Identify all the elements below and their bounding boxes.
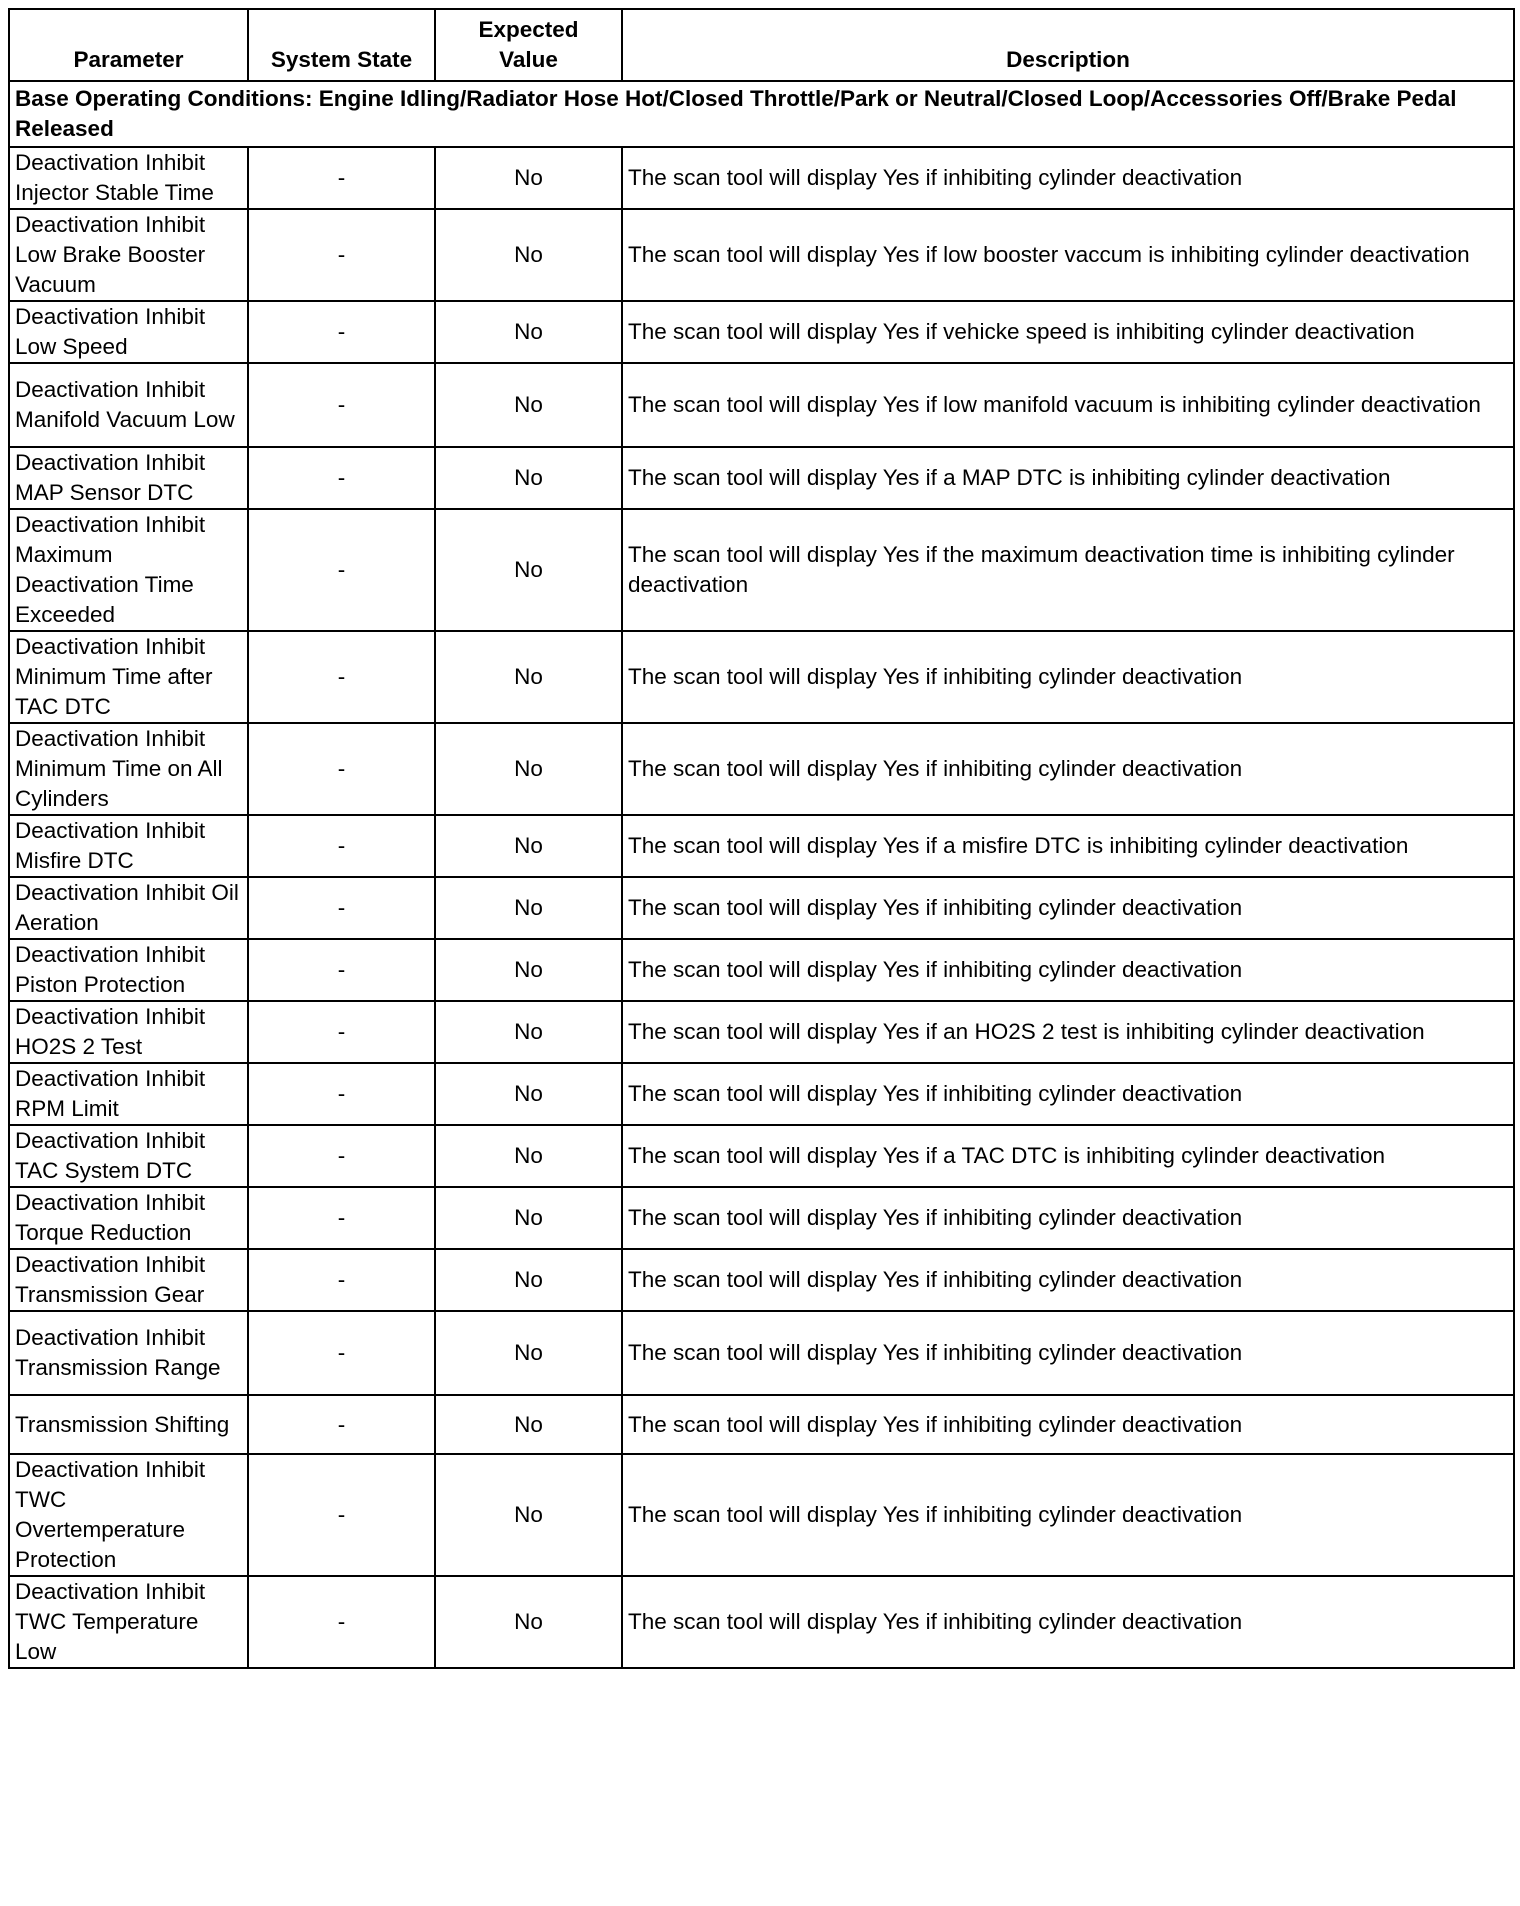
expected-value-cell: No (435, 1395, 622, 1454)
parameter-table-container (8, 8, 1513, 1669)
parameter-cell: Deactivation Inhibit Injector Stable Time (9, 147, 248, 209)
description-cell: The scan tool will display Yes if a misfire DTC is inhibiting cylinder deactivation (622, 815, 1514, 877)
parameter-cell: Deactivation Inhibit Oil Aeration (9, 877, 248, 939)
table-row (9, 631, 1514, 723)
parameter-cell: Deactivation Inhibit TWC Temperature Low (9, 1576, 248, 1668)
expected-value-cell: No (435, 1125, 622, 1187)
description-cell: The scan tool will display Yes if inhibiting cylinder deactivation (622, 939, 1514, 1001)
table-row (9, 1187, 1514, 1249)
parameter-cell: Deactivation Inhibit Transmission Range (9, 1311, 248, 1395)
table-row (9, 209, 1514, 301)
description-cell: The scan tool will display Yes if inhibiting cylinder deactivation (622, 1187, 1514, 1249)
system-state-cell: - (248, 631, 435, 723)
expected-value-cell: No (435, 1187, 622, 1249)
expected-value-cell: No (435, 1311, 622, 1395)
table-row (9, 363, 1514, 447)
table-row (9, 1454, 1514, 1576)
system-state-cell: - (248, 1125, 435, 1187)
parameter-cell: Deactivation Inhibit Maximum Deactivation Time Exceeded (9, 509, 248, 631)
expected-value-cell: No (435, 1063, 622, 1125)
parameter-cell: Deactivation Inhibit Manifold Vacuum Low (9, 363, 248, 447)
header-system-state: System State (248, 9, 435, 81)
expected-value-cell: No (435, 1576, 622, 1668)
table-row (9, 301, 1514, 363)
table-row (9, 1063, 1514, 1125)
table-row (9, 1395, 1514, 1454)
description-cell: The scan tool will display Yes if inhibiting cylinder deactivation (622, 877, 1514, 939)
table-row (9, 877, 1514, 939)
description-cell: The scan tool will display Yes if inhibiting cylinder deactivation (622, 723, 1514, 815)
expected-value-cell: No (435, 1454, 622, 1576)
table-row (9, 1311, 1514, 1395)
expected-value-cell: No (435, 209, 622, 301)
description-cell: The scan tool will display Yes if vehicke speed is inhibiting cylinder deactivation (622, 301, 1514, 363)
table-row (9, 1576, 1514, 1668)
system-state-cell: - (248, 1576, 435, 1668)
parameter-cell: Deactivation Inhibit Minimum Time after TAC DTC (9, 631, 248, 723)
parameter-cell: Deactivation Inhibit RPM Limit (9, 1063, 248, 1125)
expected-value-cell: No (435, 877, 622, 939)
system-state-cell: - (248, 939, 435, 1001)
parameter-cell: Deactivation Inhibit Transmission Gear (9, 1249, 248, 1311)
parameter-cell: Deactivation Inhibit HO2S 2 Test (9, 1001, 248, 1063)
table-row (9, 815, 1514, 877)
expected-value-cell: No (435, 815, 622, 877)
header-expected-value-line1: Expected (478, 17, 579, 42)
system-state-cell: - (248, 363, 435, 447)
description-cell: The scan tool will display Yes if inhibiting cylinder deactivation (622, 1311, 1514, 1395)
description-cell: The scan tool will display Yes if inhibiting cylinder deactivation (622, 147, 1514, 209)
system-state-cell: - (248, 209, 435, 301)
header-parameter: Parameter (9, 9, 248, 81)
description-cell: The scan tool will display Yes if a TAC DTC is inhibiting cylinder deactivation (622, 1125, 1514, 1187)
expected-value-cell: No (435, 447, 622, 509)
system-state-cell: - (248, 877, 435, 939)
system-state-cell: - (248, 815, 435, 877)
expected-value-cell: No (435, 1001, 622, 1063)
description-cell: The scan tool will display Yes if low booster vaccum is inhibiting cylinder deactivation (622, 209, 1514, 301)
description-cell: The scan tool will display Yes if inhibiting cylinder deactivation (622, 1454, 1514, 1576)
header-description: Description (622, 9, 1514, 81)
table-row (9, 723, 1514, 815)
description-cell: The scan tool will display Yes if the maximum deactivation time is inhibiting cylinder deactivation (622, 509, 1514, 631)
parameter-cell: Deactivation Inhibit Piston Protection (9, 939, 248, 1001)
system-state-cell: - (248, 1311, 435, 1395)
base-conditions-row (9, 81, 1514, 147)
expected-value-cell: No (435, 939, 622, 1001)
parameter-cell: Deactivation Inhibit TAC System DTC (9, 1125, 248, 1187)
system-state-cell: - (248, 1395, 435, 1454)
base-conditions-cell: Base Operating Conditions: Engine Idling/Radiator Hose Hot/Closed Throttle/Park or Neutral/Closed Loop/Accessories Off/Brake Pedal Released (9, 81, 1514, 147)
expected-value-cell: No (435, 1249, 622, 1311)
parameter-cell: Deactivation Inhibit TWC Overtemperature Protection (9, 1454, 248, 1576)
expected-value-cell: No (435, 509, 622, 631)
parameter-cell: Transmission Shifting (9, 1395, 248, 1454)
table-row (9, 1125, 1514, 1187)
expected-value-cell: No (435, 147, 622, 209)
table-row (9, 1249, 1514, 1311)
system-state-cell: - (248, 447, 435, 509)
parameter-cell: Deactivation Inhibit Torque Reduction (9, 1187, 248, 1249)
table-row (9, 447, 1514, 509)
expected-value-cell: No (435, 631, 622, 723)
description-cell: The scan tool will display Yes if inhibiting cylinder deactivation (622, 1249, 1514, 1311)
table-header-row (9, 9, 1514, 81)
parameter-cell: Deactivation Inhibit Misfire DTC (9, 815, 248, 877)
description-cell: The scan tool will display Yes if inhibiting cylinder deactivation (622, 1395, 1514, 1454)
description-cell: The scan tool will display Yes if a MAP DTC is inhibiting cylinder deactivation (622, 447, 1514, 509)
parameter-cell: Deactivation Inhibit Low Brake Booster Vacuum (9, 209, 248, 301)
table-row (9, 147, 1514, 209)
description-cell: The scan tool will display Yes if inhibiting cylinder deactivation (622, 1576, 1514, 1668)
expected-value-cell: No (435, 723, 622, 815)
header-expected-value (435, 9, 622, 81)
description-cell: The scan tool will display Yes if inhibiting cylinder deactivation (622, 1063, 1514, 1125)
table-row (9, 1001, 1514, 1063)
system-state-cell: - (248, 723, 435, 815)
system-state-cell: - (248, 509, 435, 631)
description-cell: The scan tool will display Yes if low manifold vacuum is inhibiting cylinder deactivation (622, 363, 1514, 447)
parameter-cell: Deactivation Inhibit MAP Sensor DTC (9, 447, 248, 509)
table-row (9, 509, 1514, 631)
scan-tool-data-table (8, 8, 1515, 1669)
system-state-cell: - (248, 301, 435, 363)
description-cell: The scan tool will display Yes if an HO2S 2 test is inhibiting cylinder deactivation (622, 1001, 1514, 1063)
system-state-cell: - (248, 147, 435, 209)
expected-value-cell: No (435, 363, 622, 447)
header-expected-value-line2: Value (499, 47, 558, 72)
system-state-cell: - (248, 1249, 435, 1311)
system-state-cell: - (248, 1063, 435, 1125)
system-state-cell: - (248, 1187, 435, 1249)
expected-value-cell: No (435, 301, 622, 363)
parameter-cell: Deactivation Inhibit Minimum Time on All Cylinders (9, 723, 248, 815)
system-state-cell: - (248, 1454, 435, 1576)
parameter-cell: Deactivation Inhibit Low Speed (9, 301, 248, 363)
table-row (9, 939, 1514, 1001)
description-cell: The scan tool will display Yes if inhibiting cylinder deactivation (622, 631, 1514, 723)
system-state-cell: - (248, 1001, 435, 1063)
table-body (9, 81, 1514, 1668)
